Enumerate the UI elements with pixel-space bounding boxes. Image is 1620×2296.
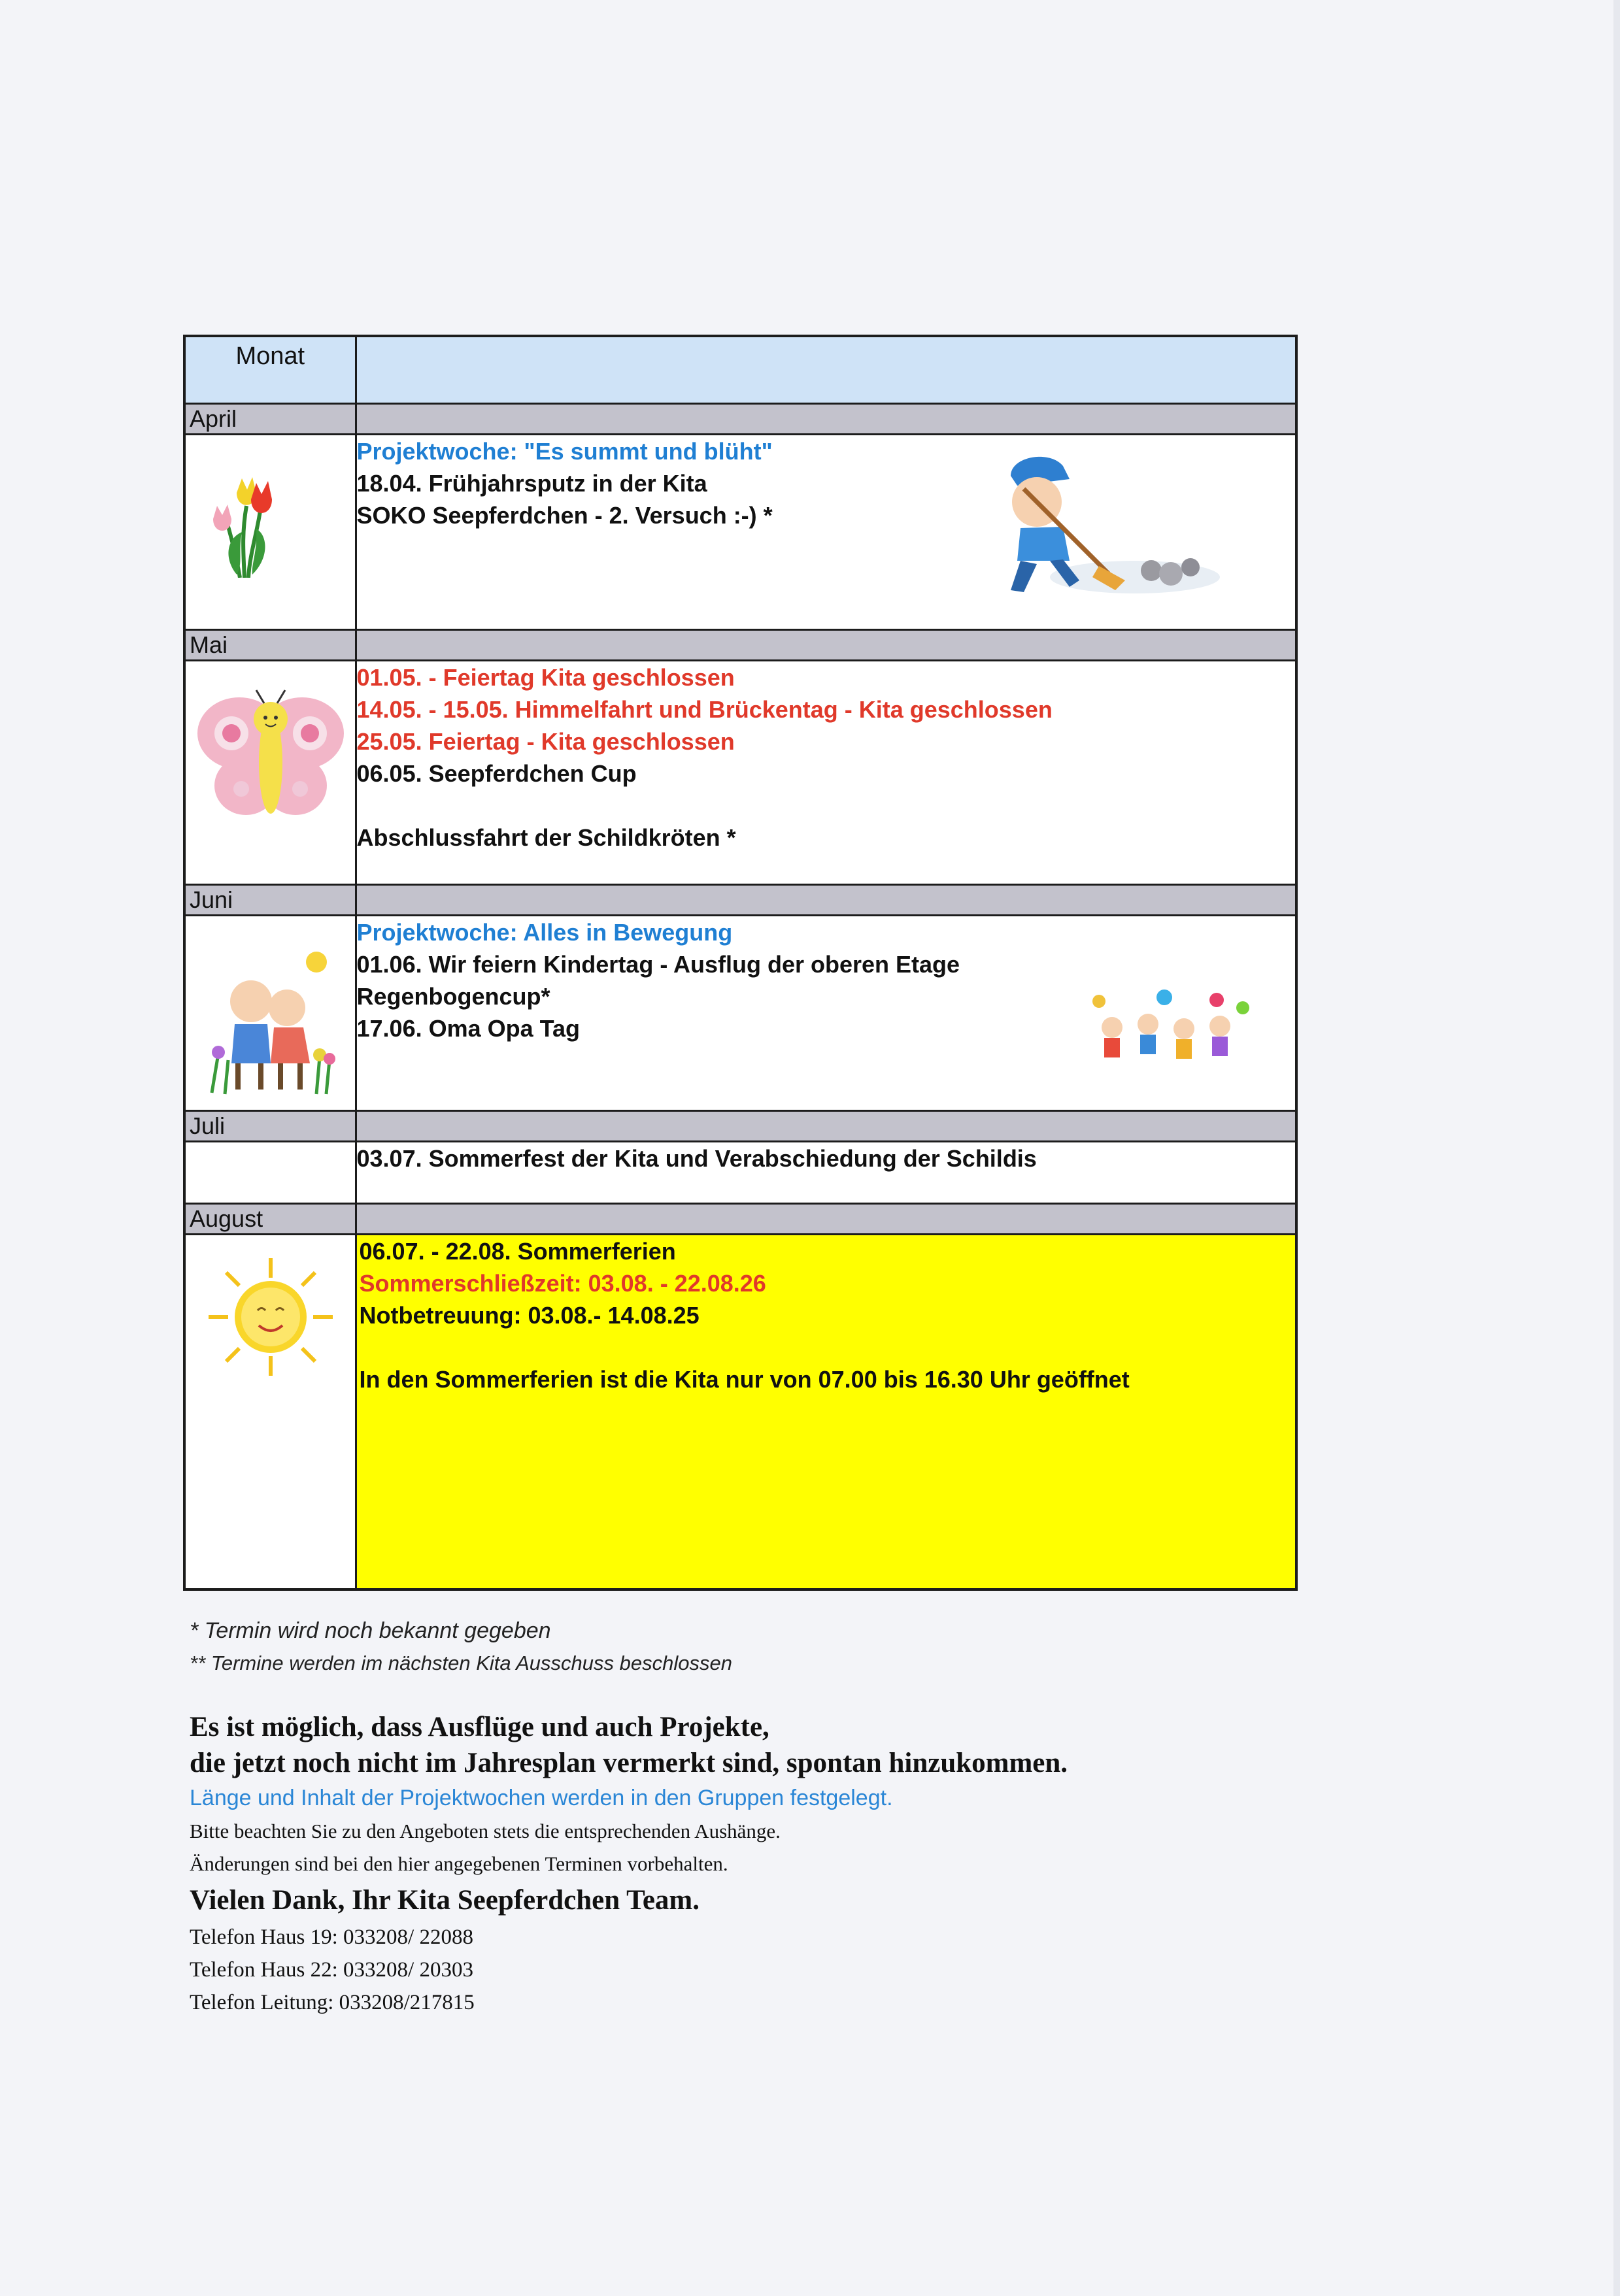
event-line: 06.07. - 22.08. Sommerferien	[359, 1238, 676, 1265]
phone-line: Telefon Haus 19: 033208/ 22088	[190, 1925, 473, 1949]
month-name: Juni	[184, 885, 356, 916]
phone-line: Telefon Haus 22: 033208/ 20303	[190, 1958, 473, 1982]
event-line: 14.05. - 15.05. Himmelfahrt und Brückentag - Kita geschlossen	[356, 696, 1053, 723]
month-row-august	[184, 1204, 1296, 1235]
closing-notes	[190, 1709, 1068, 2019]
event-line: 01.05. - Feiertag Kita geschlossen	[356, 664, 735, 691]
notice-line: Bitte beachten Sie zu den Angeboten stets die entsprechenden Aushänge.	[190, 1820, 781, 1842]
footnotes	[190, 1614, 732, 1680]
children-balloons-icon	[1086, 988, 1256, 1073]
events-row-august	[184, 1235, 1296, 1590]
events-row-juni	[184, 916, 1296, 1111]
month-picture-cell	[184, 435, 356, 630]
events-cell	[356, 916, 1296, 1111]
tulips-icon	[211, 454, 282, 578]
event-line: 03.07. Sommerfest der Kita und Verabschiedung der Schildis	[356, 1145, 1037, 1172]
event-line: 25.05. Feiertag - Kita geschlossen	[356, 728, 735, 755]
month-row-juli	[184, 1111, 1296, 1142]
month-column-header: Monat	[184, 336, 356, 404]
month-name: August	[184, 1204, 356, 1235]
notice-line: Änderungen sind bei den hier angegebenen Terminen vorbehalten.	[190, 1852, 728, 1875]
month-row-april	[184, 404, 1296, 435]
event-line: Regenbogencup*	[356, 983, 550, 1010]
project-week-note: Länge und Inhalt der Projektwochen werden in den Gruppen festgelegt.	[190, 1786, 893, 1810]
month-row-mai	[184, 630, 1296, 661]
event-line: SOKO Seepferdchen - 2. Versuch :-) *	[356, 502, 773, 529]
closing-line: Es ist möglich, dass Ausflüge und auch Projekte,	[190, 1712, 769, 1742]
events-cell-highlighted	[356, 1235, 1296, 1590]
children-flowers-icon	[205, 942, 336, 1099]
event-line: 06.05. Seepferdchen Cup	[356, 760, 637, 787]
month-row-juni	[184, 885, 1296, 916]
event-line: In den Sommerferien ist die Kita nur von 07.00 bis 16.30 Uhr geöffnet	[359, 1366, 1130, 1393]
month-picture-cell	[184, 661, 356, 885]
events-cell	[356, 1142, 1296, 1204]
month-picture-cell	[184, 1235, 356, 1590]
month-name: Juli	[184, 1111, 356, 1142]
year-plan-table	[183, 335, 1298, 1591]
event-line: 17.06. Oma Opa Tag	[356, 1015, 580, 1042]
event-line: Projektwoche: "Es summt und blüht"	[356, 438, 773, 465]
event-line: Projektwoche: Alles in Bewegung	[356, 919, 733, 946]
month-picture-cell	[184, 1142, 356, 1204]
event-line: Abschlussfahrt der Schildkröten *	[356, 824, 736, 851]
footnote-1: * Termin wird noch bekannt gegeben	[190, 1618, 551, 1643]
events-column-header	[356, 336, 1296, 404]
event-line: 01.06. Wir feiern Kindertag - Ausflug der oberen Etage	[356, 951, 960, 978]
month-name: April	[184, 404, 356, 435]
sun-icon	[205, 1255, 336, 1379]
thanks-line: Vielen Dank, Ihr Kita Seepferdchen Team.	[190, 1885, 700, 1916]
event-line: Notbetreuung: 03.08.- 14.08.25	[359, 1302, 700, 1329]
butterfly-icon	[192, 688, 349, 825]
sweeping-child-icon	[971, 450, 1220, 600]
event-line: Sommerschließzeit: 03.08. - 22.08.26	[359, 1270, 766, 1297]
event-line: 18.04. Frühjahrsputz in der Kita	[356, 470, 707, 497]
events-cell	[356, 661, 1296, 885]
month-name: Mai	[184, 630, 356, 661]
events-row-april	[184, 435, 1296, 630]
table-header-row	[184, 336, 1296, 404]
events-row-juli	[184, 1142, 1296, 1204]
events-row-mai	[184, 661, 1296, 885]
closing-line: die jetzt noch nicht im Jahresplan vermerkt sind, spontan hinzukommen.	[190, 1748, 1068, 1778]
events-cell	[356, 435, 1296, 630]
phone-line: Telefon Leitung: 033208/217815	[190, 1991, 475, 2014]
footnote-2: ** Termine werden im nächsten Kita Ausschuss beschlossen	[190, 1652, 732, 1674]
page-edge	[1613, 0, 1620, 2296]
month-picture-cell	[184, 916, 356, 1111]
